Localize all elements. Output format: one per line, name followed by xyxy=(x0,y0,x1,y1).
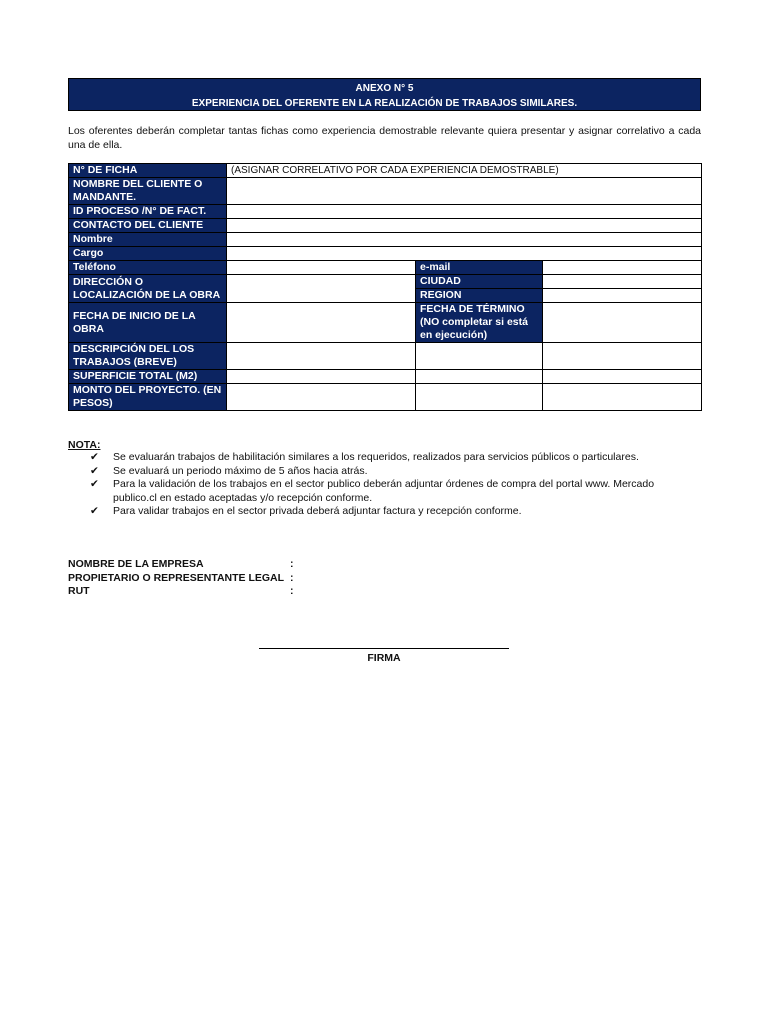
telefono-label: Teléfono xyxy=(69,261,227,275)
rut-label: RUT xyxy=(68,585,90,597)
rut-colon: : xyxy=(290,585,294,597)
contacto-label: CONTACTO DEL CLIENTE xyxy=(69,219,227,233)
rut-row xyxy=(68,585,294,599)
list-item xyxy=(90,478,700,505)
n-ficha-field[interactable]: (ASIGNAR CORRELATIVO POR CADA EXPERIENCIA DEMOSTRABLE) xyxy=(227,164,702,178)
contacto-field[interactable] xyxy=(227,219,702,233)
telefono-field[interactable] xyxy=(227,261,416,275)
ciudad-field[interactable] xyxy=(543,275,702,289)
id-proceso-label: ID PROCESO /N° DE FACT. xyxy=(69,205,227,219)
list-item xyxy=(90,505,700,519)
propietario-colon: : xyxy=(290,571,294,584)
region-field[interactable] xyxy=(543,289,702,303)
monto-label: MONTO DEL PROYECTO. (EN PESOS) xyxy=(69,384,227,411)
fecha-termino-field[interactable] xyxy=(543,303,702,343)
checkmark-icon: ✔ xyxy=(90,478,99,491)
list-item xyxy=(90,465,700,479)
fecha-inicio-label: FECHA DE INICIO DE LA OBRA xyxy=(69,303,227,343)
superficie-field[interactable] xyxy=(227,370,416,384)
descripcion-field[interactable] xyxy=(227,343,416,370)
cliente-field[interactable] xyxy=(227,178,702,205)
signature-block xyxy=(68,558,294,599)
checkmark-icon: ✔ xyxy=(90,451,99,463)
monto-field-3[interactable] xyxy=(543,384,702,411)
checkmark-icon: ✔ xyxy=(90,505,99,518)
direccion-label: DIRECCIÓN O LOCALIZACIÓN DE LA OBRA xyxy=(69,275,227,303)
descripcion-field-2[interactable] xyxy=(416,343,543,370)
nota-item-text: Para la validación de los trabajos en el sector publico deberán adjuntar órdenes de compra del portal www. Mercado publico.cl en estado aceptadas y/o recepción conforme. xyxy=(113,478,655,504)
email-label: e-mail xyxy=(416,261,543,275)
ciudad-label: CIUDAD xyxy=(416,275,543,289)
nota-title: NOTA: xyxy=(68,439,101,451)
firma-label: FIRMA xyxy=(367,652,401,664)
propietario-label: PROPIETARIO O REPRESENTANTE LEGAL xyxy=(68,571,285,584)
checkmark-icon: ✔ xyxy=(90,464,99,477)
annex-number: ANEXO N° 5 xyxy=(355,83,414,94)
direccion-field[interactable] xyxy=(227,275,416,303)
nombre-label: Nombre xyxy=(69,233,227,247)
nombre-field[interactable] xyxy=(227,233,702,247)
annex-header xyxy=(68,78,701,111)
empresa-colon: : xyxy=(290,558,294,570)
cargo-field[interactable] xyxy=(227,247,702,261)
fecha-inicio-field[interactable] xyxy=(227,303,416,343)
empresa-row xyxy=(68,558,294,572)
nota-item-text: Para validar trabajos en el sector privada deberá adjuntar factura y recepción conforme. xyxy=(113,505,522,518)
monto-field-2[interactable] xyxy=(416,384,543,411)
id-proceso-field[interactable] xyxy=(227,205,702,219)
nota-item-text: Se evaluará un periodo máximo de 5 años hacia atrás. xyxy=(113,464,368,477)
superficie-field-2[interactable] xyxy=(416,370,543,384)
email-field[interactable] xyxy=(543,261,702,275)
nota-list xyxy=(90,451,700,519)
n-ficha-label: N° DE FICHA xyxy=(69,164,227,178)
signature-line xyxy=(259,648,509,649)
superficie-field-3[interactable] xyxy=(543,370,702,384)
monto-field[interactable] xyxy=(227,384,416,411)
propietario-row xyxy=(68,571,294,586)
descripcion-label: DESCRIPCIÓN DEL LOS TRABAJOS (BREVE) xyxy=(69,343,227,370)
experience-form xyxy=(68,163,702,411)
fecha-termino-label: FECHA DE TÉRMINO (NO completar si está en ejecución) xyxy=(416,303,543,343)
nota-item-text: Se evaluarán trabajos de habilitación similares a los requeridos, realizados para servicios públicos o particulares. xyxy=(113,451,639,463)
cliente-label: NOMBRE DEL CLIENTE O MANDANTE. xyxy=(69,178,227,205)
empresa-label: NOMBRE DE LA EMPRESA xyxy=(68,558,204,570)
intro-paragraph: Los oferentes deberán completar tantas fichas como experiencia demostrable relevante quiera presentar y asignar correlativo a cada una de ella. xyxy=(68,125,701,151)
descripcion-field-3[interactable] xyxy=(543,343,702,370)
cargo-label: Cargo xyxy=(69,247,227,261)
list-item xyxy=(90,451,700,465)
superficie-label: SUPERFICIE TOTAL (M2) xyxy=(69,370,227,384)
region-label: REGION xyxy=(416,289,543,303)
annex-title: EXPERIENCIA DEL OFERENTE EN LA REALIZACIÓN DE TRABAJOS SIMILARES. xyxy=(191,98,578,109)
